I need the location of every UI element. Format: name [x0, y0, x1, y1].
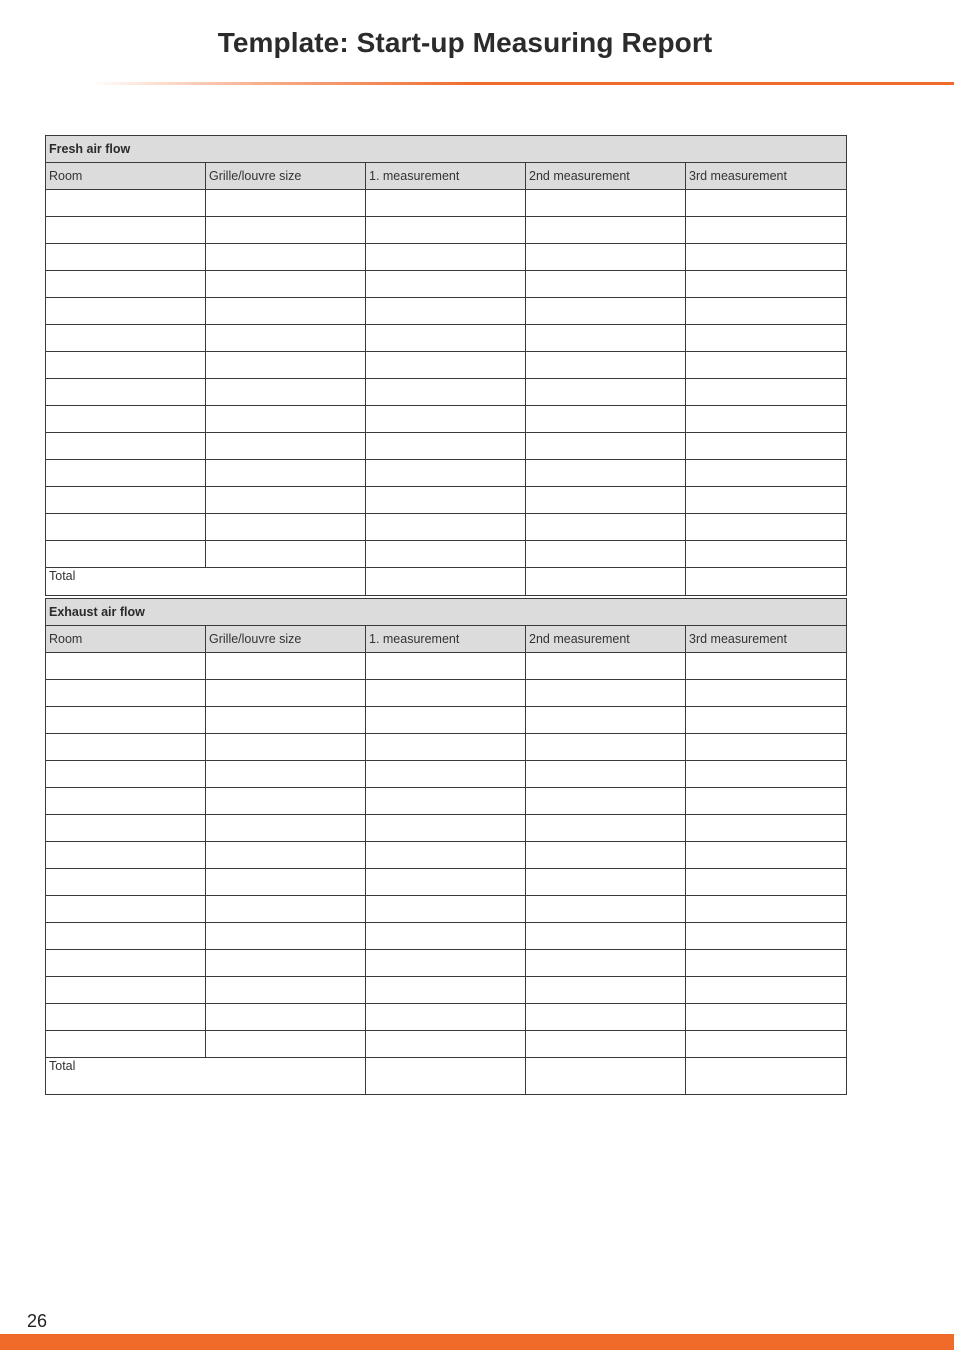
room-cell[interactable] — [46, 896, 206, 923]
table-row — [46, 460, 847, 487]
measurement-1-cell[interactable] — [366, 896, 526, 923]
measurement-3-cell[interactable] — [686, 788, 847, 815]
measurement-2-cell[interactable] — [526, 1004, 686, 1031]
measurement-2-cell[interactable] — [526, 869, 686, 896]
table-row — [46, 487, 847, 514]
column-header-room: Room — [46, 163, 206, 190]
measurement-3-cell[interactable] — [686, 896, 847, 923]
table-row — [46, 653, 847, 680]
room-cell[interactable] — [46, 734, 206, 761]
measurement-1-cell[interactable] — [366, 869, 526, 896]
measurement-1-cell[interactable] — [366, 1004, 526, 1031]
room-cell[interactable] — [46, 271, 206, 298]
room-cell[interactable] — [46, 541, 206, 568]
room-cell[interactable] — [46, 1031, 206, 1058]
measurement-1-cell[interactable] — [366, 923, 526, 950]
exhaust-air-flow-table — [45, 598, 847, 1095]
measurement-3-cell[interactable] — [686, 541, 847, 568]
measurement-1-cell[interactable] — [366, 761, 526, 788]
measurement-2-cell[interactable] — [526, 217, 686, 244]
grille-size-cell[interactable] — [206, 244, 366, 271]
grille-size-cell[interactable] — [206, 217, 366, 244]
room-cell[interactable] — [46, 869, 206, 896]
table-row — [46, 541, 847, 568]
measurement-3-cell[interactable] — [686, 190, 847, 217]
grille-size-cell[interactable] — [206, 352, 366, 379]
column-header-row — [46, 626, 847, 653]
grille-size-cell[interactable] — [206, 896, 366, 923]
room-cell[interactable] — [46, 680, 206, 707]
measurement-1-cell[interactable] — [366, 190, 526, 217]
table-row — [46, 406, 847, 433]
room-cell[interactable] — [46, 842, 206, 869]
table-row — [46, 217, 847, 244]
grille-size-cell[interactable] — [206, 1004, 366, 1031]
section-header-row — [46, 599, 847, 626]
measurement-1-cell[interactable] — [366, 352, 526, 379]
measurement-3-cell[interactable] — [686, 1031, 847, 1058]
table-row — [46, 271, 847, 298]
measurement-1-cell[interactable] — [366, 788, 526, 815]
column-header-measurement-3: 3rd measurement — [686, 163, 847, 190]
grille-size-cell[interactable] — [206, 977, 366, 1004]
total-measurement-2-cell[interactable] — [526, 568, 686, 596]
room-cell[interactable] — [46, 325, 206, 352]
measurement-3-cell[interactable] — [686, 869, 847, 896]
measurement-1-cell[interactable] — [366, 680, 526, 707]
measurement-3-cell[interactable] — [686, 761, 847, 788]
room-cell[interactable] — [46, 788, 206, 815]
measurement-3-cell[interactable] — [686, 379, 847, 406]
grille-size-cell[interactable] — [206, 487, 366, 514]
page-number: 26 — [27, 1311, 48, 1331]
total-measurement-3-cell[interactable] — [686, 568, 847, 596]
table-row — [46, 707, 847, 734]
total-measurement-3-cell[interactable] — [686, 1058, 847, 1095]
measurement-2-cell[interactable] — [526, 352, 686, 379]
measurement-2-cell[interactable] — [526, 761, 686, 788]
grille-size-cell[interactable] — [206, 460, 366, 487]
total-measurement-2-cell[interactable] — [526, 1058, 686, 1095]
measurement-2-cell[interactable] — [526, 271, 686, 298]
measurement-1-cell[interactable] — [366, 514, 526, 541]
room-cell[interactable] — [46, 977, 206, 1004]
grille-size-cell[interactable] — [206, 541, 366, 568]
section-title: Fresh air flow — [46, 136, 847, 163]
measurement-2-cell[interactable] — [526, 1031, 686, 1058]
measurement-3-cell[interactable] — [686, 923, 847, 950]
measurement-3-cell[interactable] — [686, 950, 847, 977]
measurement-2-cell[interactable] — [526, 734, 686, 761]
grille-size-cell[interactable] — [206, 379, 366, 406]
grille-size-cell[interactable] — [206, 433, 366, 460]
measurement-2-cell[interactable] — [526, 406, 686, 433]
total-label: Total — [46, 1058, 366, 1095]
measurement-3-cell[interactable] — [686, 244, 847, 271]
grille-size-cell[interactable] — [206, 788, 366, 815]
measurement-3-cell[interactable] — [686, 433, 847, 460]
measurement-1-cell[interactable] — [366, 541, 526, 568]
grille-size-cell[interactable] — [206, 406, 366, 433]
total-row — [46, 568, 847, 596]
measurement-2-cell[interactable] — [526, 433, 686, 460]
total-row — [46, 1058, 847, 1095]
measurement-3-cell[interactable] — [686, 734, 847, 761]
measurement-2-cell[interactable] — [526, 977, 686, 1004]
room-cell[interactable] — [46, 815, 206, 842]
measurement-1-cell[interactable] — [366, 379, 526, 406]
measurement-1-cell[interactable] — [366, 271, 526, 298]
column-header-measurement-2: 2nd measurement — [526, 163, 686, 190]
column-header-measurement-1: 1. measurement — [366, 163, 526, 190]
fresh-air-flow-table — [45, 135, 847, 596]
table-row — [46, 190, 847, 217]
room-cell[interactable] — [46, 707, 206, 734]
measurement-2-cell[interactable] — [526, 325, 686, 352]
measurement-3-cell[interactable] — [686, 487, 847, 514]
grille-size-cell[interactable] — [206, 1031, 366, 1058]
measurement-1-cell[interactable] — [366, 244, 526, 271]
grille-size-cell[interactable] — [206, 271, 366, 298]
grille-size-cell[interactable] — [206, 514, 366, 541]
measurement-2-cell[interactable] — [526, 514, 686, 541]
column-header-measurement-3: 3rd measurement — [686, 626, 847, 653]
measurement-2-cell[interactable] — [526, 541, 686, 568]
room-cell[interactable] — [46, 514, 206, 541]
section-header-row — [46, 136, 847, 163]
measurement-2-cell[interactable] — [526, 653, 686, 680]
measurement-2-cell[interactable] — [526, 815, 686, 842]
column-header-grille-size: Grille/louvre size — [206, 626, 366, 653]
grille-size-cell[interactable] — [206, 298, 366, 325]
grille-size-cell[interactable] — [206, 734, 366, 761]
table-row — [46, 379, 847, 406]
table-row — [46, 815, 847, 842]
table-row — [46, 896, 847, 923]
measurement-1-cell[interactable] — [366, 406, 526, 433]
measurement-2-cell[interactable] — [526, 487, 686, 514]
room-cell[interactable] — [46, 352, 206, 379]
measurement-3-cell[interactable] — [686, 217, 847, 244]
grille-size-cell[interactable] — [206, 815, 366, 842]
measurement-3-cell[interactable] — [686, 680, 847, 707]
measurement-2-cell[interactable] — [526, 680, 686, 707]
grille-size-cell[interactable] — [206, 653, 366, 680]
measurement-1-cell[interactable] — [366, 653, 526, 680]
measurement-1-cell[interactable] — [366, 217, 526, 244]
measurement-2-cell[interactable] — [526, 707, 686, 734]
measurement-3-cell[interactable] — [686, 815, 847, 842]
measurement-3-cell[interactable] — [686, 514, 847, 541]
column-header-measurement-2: 2nd measurement — [526, 626, 686, 653]
grille-size-cell[interactable] — [206, 190, 366, 217]
column-header-grille-size: Grille/louvre size — [206, 163, 366, 190]
table-row — [46, 977, 847, 1004]
section-title: Exhaust air flow — [46, 599, 847, 626]
table-row — [46, 761, 847, 788]
grille-size-cell[interactable] — [206, 325, 366, 352]
measurement-2-cell[interactable] — [526, 896, 686, 923]
measurement-3-cell[interactable] — [686, 653, 847, 680]
table-row — [46, 734, 847, 761]
room-cell[interactable] — [46, 487, 206, 514]
grille-size-cell[interactable] — [206, 680, 366, 707]
measurement-2-cell[interactable] — [526, 298, 686, 325]
room-cell[interactable] — [46, 298, 206, 325]
measurement-1-cell[interactable] — [366, 950, 526, 977]
measurement-3-cell[interactable] — [686, 977, 847, 1004]
measurement-3-cell[interactable] — [686, 298, 847, 325]
room-cell[interactable] — [46, 460, 206, 487]
table-row — [46, 514, 847, 541]
table-row — [46, 433, 847, 460]
footer-accent-bar — [0, 1334, 954, 1350]
table-row — [46, 869, 847, 896]
table-row — [46, 244, 847, 271]
column-header-room: Room — [46, 626, 206, 653]
measurement-1-cell[interactable] — [366, 842, 526, 869]
measurement-2-cell[interactable] — [526, 379, 686, 406]
grille-size-cell[interactable] — [206, 923, 366, 950]
table-row — [46, 842, 847, 869]
measurement-1-cell[interactable] — [366, 1031, 526, 1058]
room-cell[interactable] — [46, 653, 206, 680]
page-title: Template: Start-up Measuring Report — [217, 27, 713, 58]
column-header-measurement-1: 1. measurement — [366, 626, 526, 653]
measurement-3-cell[interactable] — [686, 707, 847, 734]
grille-size-cell[interactable] — [206, 707, 366, 734]
room-cell[interactable] — [46, 923, 206, 950]
room-cell[interactable] — [46, 379, 206, 406]
grille-size-cell[interactable] — [206, 869, 366, 896]
total-measurement-1-cell[interactable] — [366, 1058, 526, 1095]
measurement-1-cell[interactable] — [366, 707, 526, 734]
table-row — [46, 950, 847, 977]
measurement-1-cell[interactable] — [366, 977, 526, 1004]
table-row — [46, 325, 847, 352]
measurement-2-cell[interactable] — [526, 842, 686, 869]
room-cell[interactable] — [46, 1004, 206, 1031]
fresh-air-flow-body — [46, 136, 847, 596]
room-cell[interactable] — [46, 244, 206, 271]
table-row — [46, 1031, 847, 1058]
measurement-3-cell[interactable] — [686, 352, 847, 379]
column-header-row — [46, 163, 847, 190]
grille-size-cell[interactable] — [206, 950, 366, 977]
total-label: Total — [46, 568, 366, 596]
table-row — [46, 1004, 847, 1031]
measurement-1-cell[interactable] — [366, 298, 526, 325]
measurement-3-cell[interactable] — [686, 406, 847, 433]
measurement-2-cell[interactable] — [526, 950, 686, 977]
measurement-1-cell[interactable] — [366, 325, 526, 352]
table-row — [46, 298, 847, 325]
measurement-3-cell[interactable] — [686, 271, 847, 298]
measurement-3-cell[interactable] — [686, 460, 847, 487]
measurement-3-cell[interactable] — [686, 842, 847, 869]
grille-size-cell[interactable] — [206, 842, 366, 869]
grille-size-cell[interactable] — [206, 761, 366, 788]
table-row — [46, 788, 847, 815]
measurement-2-cell[interactable] — [526, 923, 686, 950]
room-cell[interactable] — [46, 761, 206, 788]
measurement-3-cell[interactable] — [686, 325, 847, 352]
measurement-2-cell[interactable] — [526, 244, 686, 271]
measurement-2-cell[interactable] — [526, 460, 686, 487]
title-divider — [90, 82, 954, 85]
measurement-1-cell[interactable] — [366, 815, 526, 842]
measurement-1-cell[interactable] — [366, 487, 526, 514]
total-measurement-1-cell[interactable] — [366, 568, 526, 596]
room-cell[interactable] — [46, 406, 206, 433]
measurement-3-cell[interactable] — [686, 1004, 847, 1031]
room-cell[interactable] — [46, 433, 206, 460]
measurement-1-cell[interactable] — [366, 433, 526, 460]
room-cell[interactable] — [46, 190, 206, 217]
measurement-2-cell[interactable] — [526, 190, 686, 217]
exhaust-air-flow-body — [46, 599, 847, 1095]
table-row — [46, 923, 847, 950]
room-cell[interactable] — [46, 950, 206, 977]
table-row — [46, 680, 847, 707]
table-row — [46, 352, 847, 379]
measurement-1-cell[interactable] — [366, 734, 526, 761]
room-cell[interactable] — [46, 217, 206, 244]
measurement-1-cell[interactable] — [366, 460, 526, 487]
measurement-2-cell[interactable] — [526, 788, 686, 815]
